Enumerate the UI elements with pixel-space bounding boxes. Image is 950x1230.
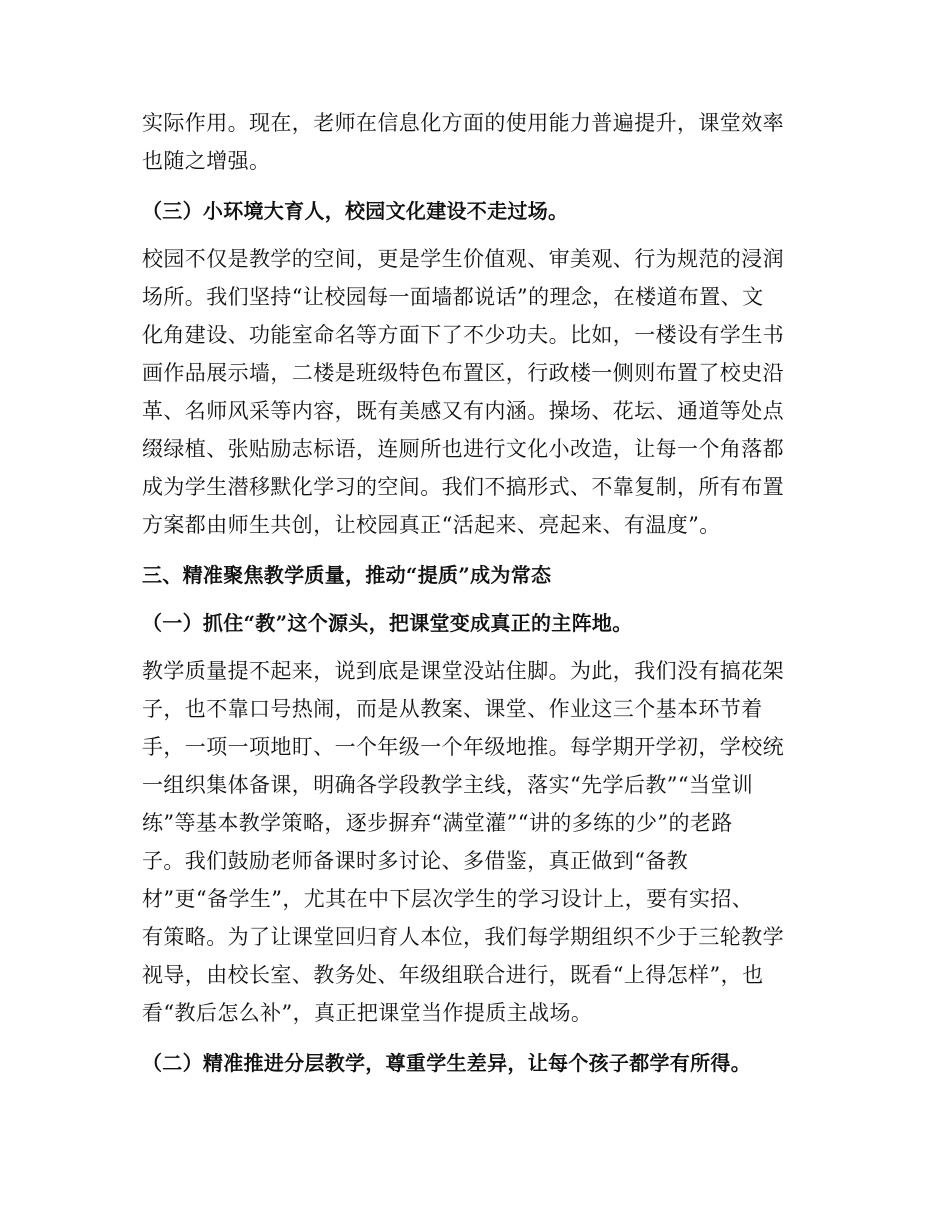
paragraph-line: 视导，由校长室、教务处、年级组联合进行，既看“上得怎样”，也: [142, 963, 764, 987]
paragraph-line: 手，一项一项地盯、一个年级一个年级地推。每学期开学初，学校统: [142, 735, 784, 759]
paragraph-line: 缀绿植、张贴励志标语，连厕所也进行文化小改造，让每一个角落都: [142, 437, 784, 461]
paragraph-line: 有策略。为了让课堂回归育人本位，我们每学期组织不少于三轮教学: [142, 925, 784, 949]
paragraph-line: 场所。我们坚持“让校园每一面墙都说话”的理念，在楼道布置、文: [142, 285, 764, 309]
paragraph-line: 练”等基本教学策略，逐步摒弃“满堂灌”“讲的多练的少”的老路: [142, 811, 733, 835]
paragraph-line: 看“教后怎么补”，真正把课堂当作提质主战场。: [142, 1001, 593, 1025]
chapter-heading-teaching-quality: 三、精准聚焦教学质量，推动“提质”成为常态: [142, 563, 552, 587]
paragraph-line: 材”更“备学生”，尤其在中下层次学生的学习设计上，要有实招、: [142, 887, 754, 911]
paragraph-line: 校园不仅是教学的空间，更是学生价值观、审美观、行为规范的浸润: [142, 247, 784, 271]
paragraph-classroom: [142, 652, 802, 1032]
paragraph-line: 成为学生潜移默化学习的空间。我们不搞形式、不靠复制，所有布置: [142, 475, 784, 499]
paragraph-campus-culture: [142, 240, 802, 544]
paragraph-line: 子，也不靠口号热闹，而是从教案、课堂、作业这三个基本环节着: [142, 697, 763, 721]
paragraph-line: 一组织集体备课，明确各学段教学主线，落实“先学后教”“当堂训: [142, 773, 754, 797]
section-heading-layered-teaching: （二）精准推进分层教学，尊重学生差异，让每个孩子都学有所得。: [142, 1051, 751, 1075]
paragraph-line: 子。我们鼓励老师备课时多讨论、多借鉴，真正做到“备教: [142, 849, 689, 873]
paragraph-line: 化角建设、功能室命名等方面下了不少功夫。比如，一楼设有学生书: [142, 323, 784, 347]
section-heading-campus-culture: （三）小环境大育人，校园文化建设不走过场。: [142, 199, 569, 223]
paragraph-line: 实际作用。现在，老师在信息化方面的使用能力普遍提升，课堂效率: [142, 111, 784, 135]
document-page: [142, 104, 802, 1082]
paragraph-line: 革、名师风采等内容，既有美感又有内涵。操场、花坛、通道等处点: [142, 399, 784, 423]
paragraph-info-tech: [142, 104, 802, 180]
paragraph-line: 画作品展示墙，二楼是班级特色布置区，行政楼一侧则布置了校史沿: [142, 361, 784, 385]
section-heading-teaching-source: （一）抓住“教”这个源头，把课堂变成真正的主阵地。: [142, 611, 633, 635]
paragraph-line: 教学质量提不起来，说到底是课堂没站住脚。为此，我们没有搞花架: [142, 659, 784, 683]
paragraph-line: 方案都由师生共创，让校园真正“活起来、亮起来、有温度”。: [142, 513, 721, 537]
paragraph-line: 也随之增强。: [142, 149, 271, 173]
